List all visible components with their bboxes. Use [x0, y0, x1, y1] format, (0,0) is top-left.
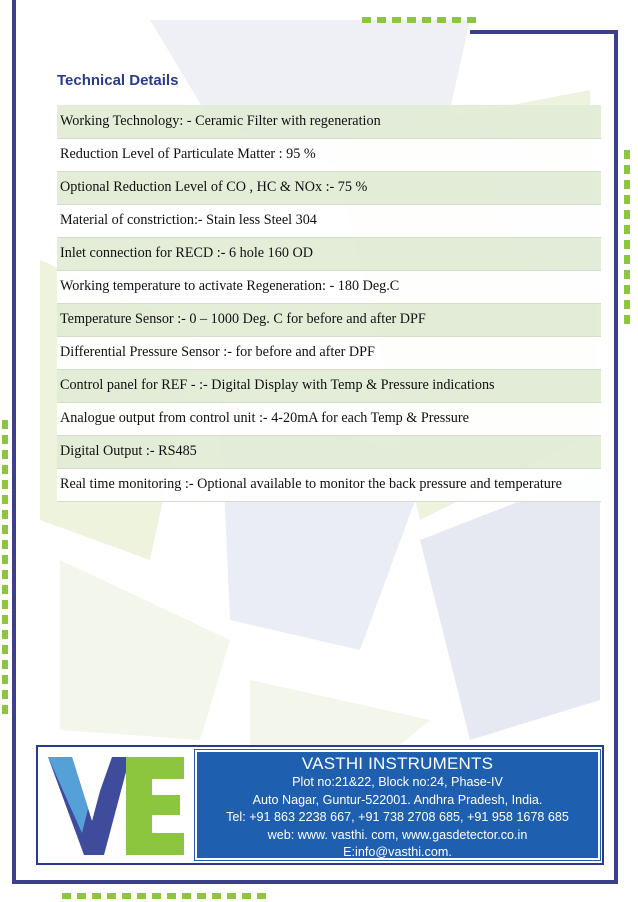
green-dash: [407, 17, 416, 23]
spec-text: Reduction Level of Particulate Matter : 95 %: [57, 138, 601, 171]
spec-text: Digital Output :- RS485: [57, 435, 601, 468]
green-dash: [624, 225, 630, 234]
green-dash: [137, 893, 146, 899]
spec-table: [57, 105, 601, 502]
green-dash: [2, 555, 8, 564]
phone-numbers: Tel: +91 863 2238 667, +91 738 2708 685, +91 958 1678 685: [226, 810, 569, 824]
table-row: [57, 171, 601, 204]
green-dash: [624, 270, 630, 279]
table-row: [57, 270, 601, 303]
green-dash: [624, 240, 630, 249]
green-dash: [212, 893, 221, 899]
address-line-1: Plot no:21&22, Block no:24, Phase-IV: [292, 775, 503, 789]
green-dash: [2, 570, 8, 579]
green-dash: [377, 17, 386, 23]
green-dash: [122, 893, 131, 899]
table-row: [57, 237, 601, 270]
spec-text: Analogue output from control unit :- 4-20mA for each Temp & Pressure: [57, 402, 601, 435]
green-dash: [392, 17, 401, 23]
green-dash: [624, 165, 630, 174]
email-address[interactable]: E:info@vasthi.com.: [343, 845, 452, 859]
spec-text: Temperature Sensor :- 0 – 1000 Deg. C for before and after DPF: [57, 303, 601, 336]
green-dash: [624, 210, 630, 219]
section-title: Technical Details: [57, 72, 179, 89]
frame-right: [614, 30, 618, 884]
green-dash: [2, 645, 8, 654]
company-name: VASTHI INSTRUMENTS: [301, 754, 494, 773]
spec-text: Differential Pressure Sensor :- for before and after DPF: [57, 336, 601, 369]
green-dash: [2, 705, 8, 714]
green-dash: [2, 690, 8, 699]
green-dash: [624, 300, 630, 309]
spec-text: Working temperature to activate Regeneration: - 180 Deg.C: [57, 270, 601, 303]
spec-text: Material of constriction:- Stain less Steel 304: [57, 204, 601, 237]
ve-logo: [42, 751, 190, 859]
green-dash: [107, 893, 116, 899]
frame-top-segment: [12, 0, 16, 40]
green-dash: [242, 893, 251, 899]
green-dash: [437, 17, 446, 23]
frame-bottom: [12, 880, 618, 884]
green-dash: [167, 893, 176, 899]
address-line-2: Auto Nagar, Guntur-522001. Andhra Pradesh, India.: [252, 792, 543, 807]
green-dash: [152, 893, 161, 899]
green-dash: [2, 630, 8, 639]
table-row: [57, 204, 601, 237]
green-dash: [227, 893, 236, 899]
frame-right-top: [470, 30, 618, 34]
table-row: [57, 468, 601, 501]
green-dash: [624, 285, 630, 294]
green-dash: [2, 450, 8, 459]
spec-text: Inlet connection for RECD :- 6 hole 160 OD: [57, 237, 601, 270]
table-row: [57, 369, 601, 402]
green-dash: [182, 893, 191, 899]
green-dash: [2, 510, 8, 519]
green-dash: [2, 495, 8, 504]
green-dash: [2, 540, 8, 549]
green-dash: [2, 660, 8, 669]
green-dash: [2, 465, 8, 474]
green-dash: [624, 315, 630, 324]
green-dash: [2, 675, 8, 684]
green-dash: [2, 435, 8, 444]
green-dash: [624, 195, 630, 204]
green-dash: [624, 150, 630, 159]
green-dash: [2, 480, 8, 489]
frame-left: [12, 38, 16, 884]
spec-text: Optional Reduction Level of CO , HC & NOx :- 75 %: [57, 171, 601, 204]
green-dash: [257, 893, 266, 899]
footer-contact-card: [36, 745, 604, 865]
contact-info-panel: [195, 750, 600, 860]
table-row: [57, 402, 601, 435]
green-dash: [2, 585, 8, 594]
table-row: [57, 138, 601, 171]
green-dash: [2, 525, 8, 534]
green-dash: [467, 17, 476, 23]
green-dash: [422, 17, 431, 23]
green-dash: [62, 893, 71, 899]
green-dash: [197, 893, 206, 899]
green-dash: [452, 17, 461, 23]
spec-text: Working Technology: - Ceramic Filter with regeneration: [57, 105, 601, 138]
green-dash: [77, 893, 86, 899]
spec-text: Control panel for REF - :- Digital Display with Temp & Pressure indications: [57, 369, 601, 402]
green-dash: [2, 615, 8, 624]
green-dash: [2, 600, 8, 609]
table-row: [57, 435, 601, 468]
table-row: [57, 303, 601, 336]
table-row: [57, 336, 601, 369]
green-dash: [624, 180, 630, 189]
green-dash: [2, 420, 8, 429]
green-dash: [92, 893, 101, 899]
table-row: [57, 105, 601, 138]
website-links[interactable]: web: www. vasthi. com, www.gasdetector.co.in: [267, 827, 528, 842]
green-dash: [362, 17, 371, 23]
green-dash: [624, 255, 630, 264]
spec-text: Real time monitoring :- Optional available to monitor the back pressure and temperature: [57, 468, 601, 501]
